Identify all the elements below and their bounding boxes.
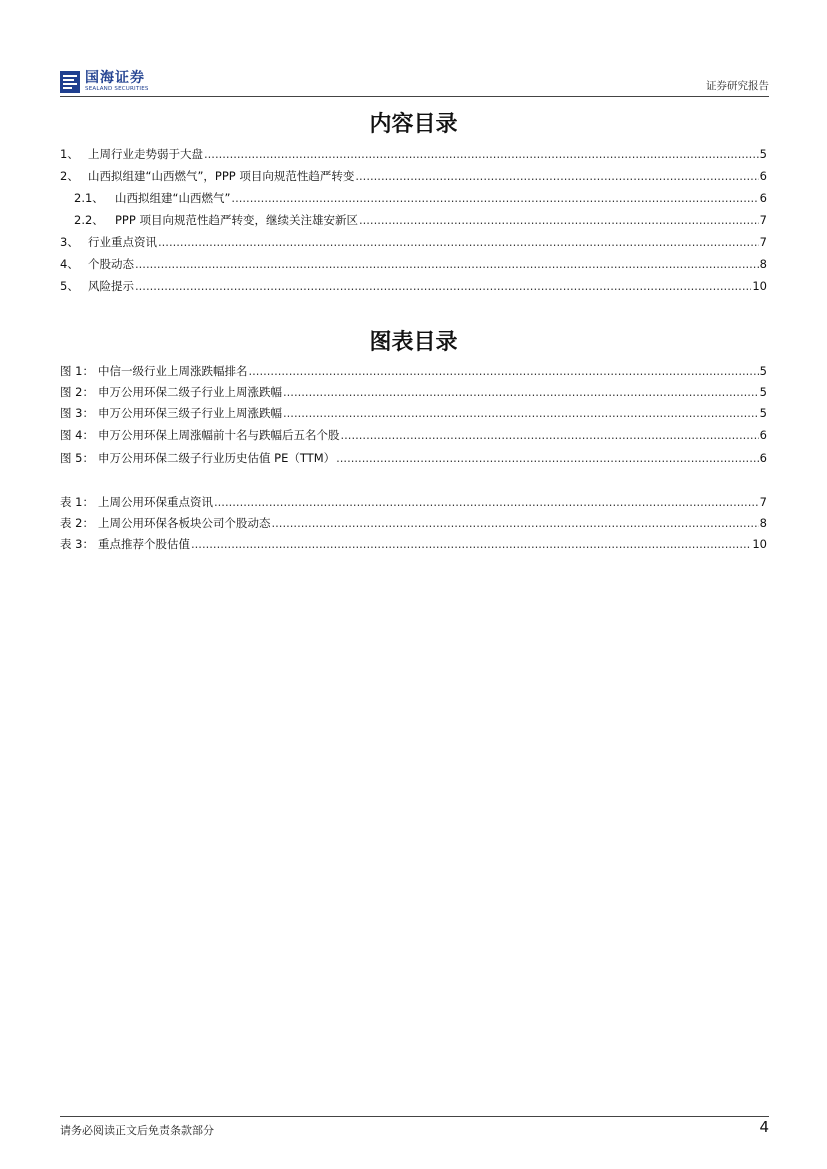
figure-entry[interactable] xyxy=(60,450,767,468)
toc-entry[interactable] xyxy=(60,278,767,296)
toc-entry-text: 行业重点资讯 xyxy=(88,235,157,249)
figure-entry-number: 图 1： xyxy=(60,364,94,378)
table-entry-number: 表 3： xyxy=(60,537,94,551)
toc-entry-page: 6 xyxy=(759,191,767,205)
dot-leader xyxy=(191,537,751,551)
toc-entry-number: 2、 xyxy=(60,169,79,183)
toc-entry-number: 2.2、 xyxy=(74,213,104,227)
contents-title: 内容目录 xyxy=(369,111,458,137)
toc-entry[interactable] xyxy=(60,234,767,252)
figure-entry-text: 申万公用环保二级子行业历史估值 PE（TTM） xyxy=(98,451,336,465)
toc-entry-text: 上周行业走势弱于大盘 xyxy=(88,147,203,161)
dot-leader xyxy=(283,385,759,399)
toc-entry-page: 6 xyxy=(759,169,767,183)
page-number: 4 xyxy=(759,1118,769,1136)
toc-entry-page: 7 xyxy=(759,213,767,227)
table-entry-page: 10 xyxy=(752,537,767,551)
figure-entry-page: 5 xyxy=(759,406,767,420)
figure-entry[interactable] xyxy=(60,363,767,381)
footer-divider xyxy=(60,1116,769,1117)
table-entry-number: 表 1： xyxy=(60,495,94,509)
toc-entry-text: 山西拟组建“山西燃气” xyxy=(115,191,231,205)
toc-entry-page: 10 xyxy=(752,279,767,293)
dot-leader xyxy=(135,279,751,293)
toc-entry-page: 5 xyxy=(759,147,767,161)
logo-name-en: SEALAND SECURITIES xyxy=(85,86,149,93)
dot-leader xyxy=(359,213,759,227)
company-logo xyxy=(60,69,149,95)
dot-leader xyxy=(336,451,759,465)
dot-leader xyxy=(158,235,759,249)
figure-entry-text: 申万公用环保上周涨幅前十名与跌幅后五名个股 xyxy=(98,428,340,442)
table-entry-number: 表 2： xyxy=(60,516,94,530)
figure-entry-page: 5 xyxy=(759,385,767,399)
report-type-label: 证券研究报告 xyxy=(706,80,769,92)
figure-entry-number: 图 4： xyxy=(60,428,94,442)
figure-entry[interactable] xyxy=(60,427,767,445)
logo-name-cn: 国海证券 xyxy=(85,70,145,87)
figure-entry[interactable] xyxy=(60,405,767,423)
logo-icon xyxy=(60,71,80,93)
dot-leader xyxy=(249,364,759,378)
toc-entry-text: 风险提示 xyxy=(88,279,134,293)
toc-entry-number: 3、 xyxy=(60,235,79,249)
figures-title: 图表目录 xyxy=(369,329,458,355)
toc-entry-page: 7 xyxy=(759,235,767,249)
toc-entry-number: 1、 xyxy=(60,147,79,161)
table-entry-page: 8 xyxy=(759,516,767,530)
figure-entry-text: 申万公用环保二级子行业上周涨跌幅 xyxy=(98,385,282,399)
table-entry[interactable] xyxy=(60,536,767,554)
dot-leader xyxy=(272,516,759,530)
dot-leader xyxy=(135,257,759,271)
table-entry[interactable] xyxy=(60,494,767,512)
dot-leader xyxy=(355,169,758,183)
toc-entry-text: PPP 项目向规范性趋严转变，继续关注雄安新区 xyxy=(115,213,358,227)
table-entry-text: 重点推荐个股估值 xyxy=(98,537,190,551)
toc-entry-number: 5、 xyxy=(60,279,79,293)
figure-entry-text: 申万公用环保三级子行业上周涨跌幅 xyxy=(98,406,282,420)
toc-entry-text: 个股动态 xyxy=(88,257,134,271)
figure-entry-page: 5 xyxy=(759,364,767,378)
figure-entry-page: 6 xyxy=(759,451,767,465)
dot-leader xyxy=(341,428,759,442)
figure-entry-text: 中信一级行业上周涨跌幅排名 xyxy=(98,364,248,378)
dot-leader xyxy=(231,191,758,205)
table-entry-text: 上周公用环保重点资讯 xyxy=(98,495,213,509)
dot-leader xyxy=(214,495,759,509)
figure-entry-page: 6 xyxy=(759,428,767,442)
figure-entry[interactable] xyxy=(60,384,767,402)
toc-entry[interactable] xyxy=(74,190,767,208)
toc-entry-page: 8 xyxy=(759,257,767,271)
toc-entry[interactable] xyxy=(60,146,767,164)
dot-leader xyxy=(204,147,759,161)
toc-entry-number: 2.1、 xyxy=(74,191,104,205)
figure-entry-number: 图 2： xyxy=(60,385,94,399)
table-entry[interactable] xyxy=(60,515,767,533)
toc-entry[interactable] xyxy=(74,212,767,230)
toc-entry[interactable] xyxy=(60,168,767,186)
toc-entry-number: 4、 xyxy=(60,257,79,271)
dot-leader xyxy=(283,406,759,420)
toc-entry[interactable] xyxy=(60,256,767,274)
figure-entry-number: 图 5： xyxy=(60,451,94,465)
table-entry-text: 上周公用环保各板块公司个股动态 xyxy=(98,516,271,530)
table-entry-page: 7 xyxy=(759,495,767,509)
figure-entry-number: 图 3： xyxy=(60,406,94,420)
footer-disclaimer: 请务必阅读正文后免责条款部分 xyxy=(60,1124,214,1137)
page-header xyxy=(60,66,769,97)
toc-entry-text: 山西拟组建“山西燃气”，PPP 项目向规范性趋严转变 xyxy=(88,169,355,183)
